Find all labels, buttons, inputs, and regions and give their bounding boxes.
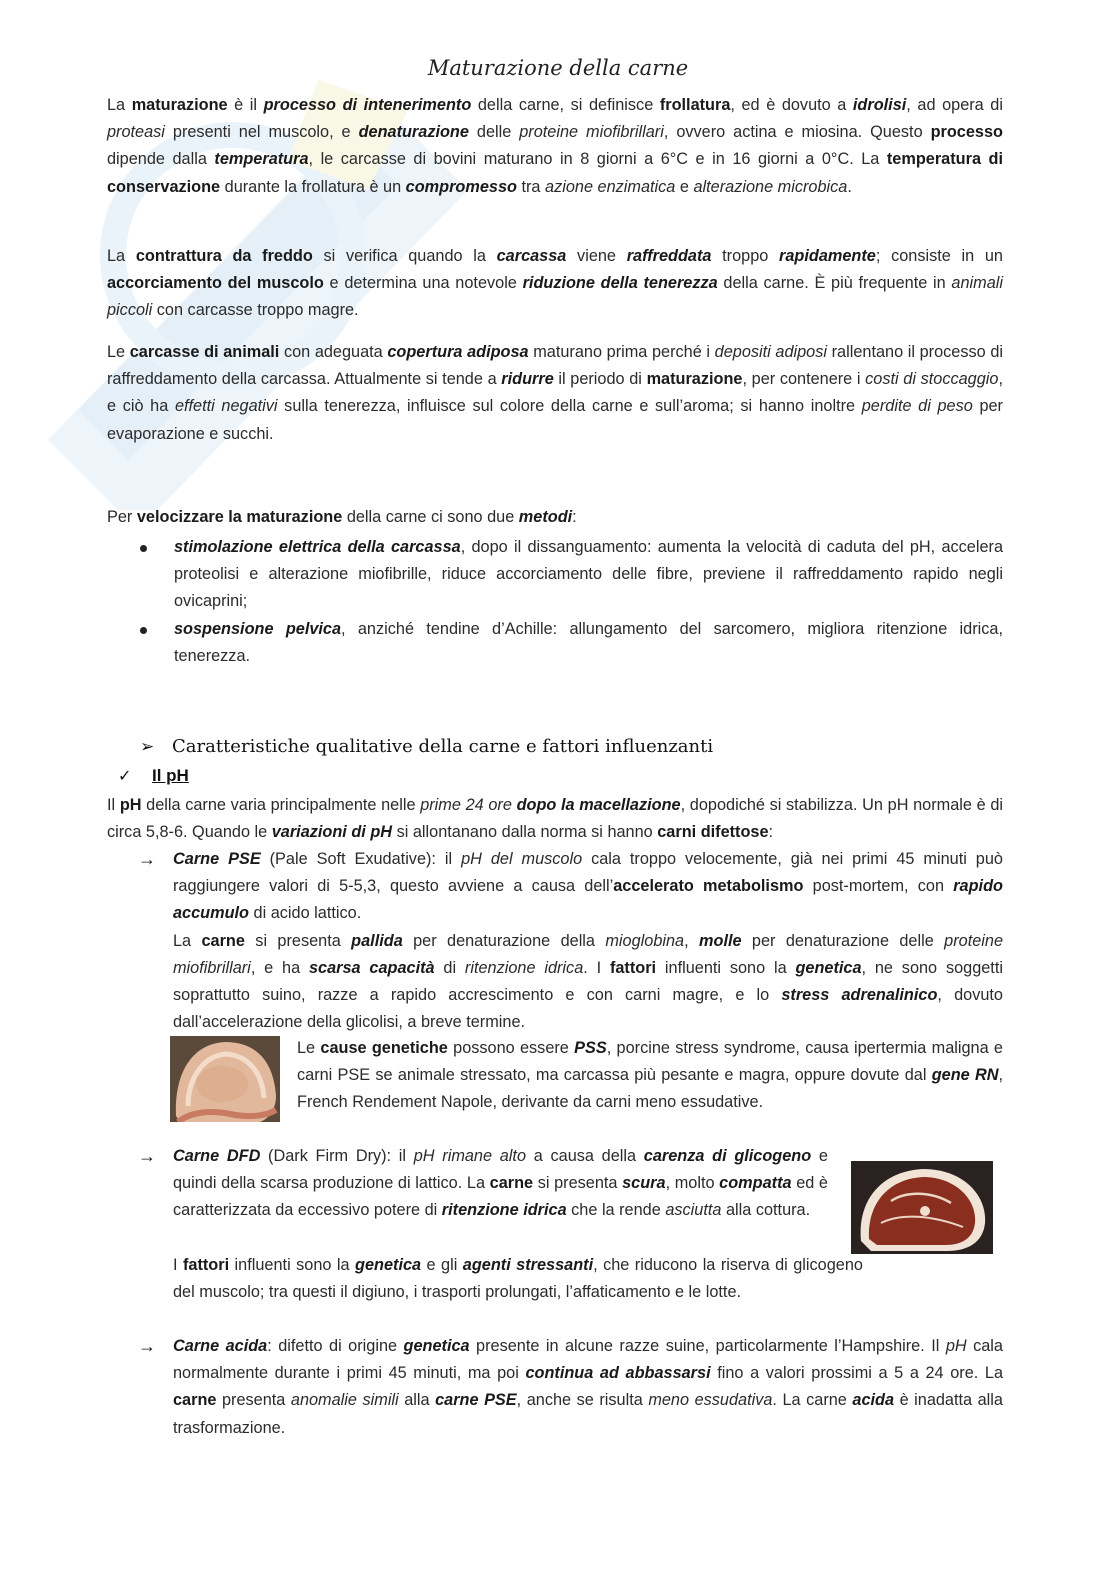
paragraph-cause-genetiche: Le cause genetiche possono essere PSS, porcine stress syndrome, causa ipertermia maligna e carni PSE se animale stressato, ma carcassa più pesante e magra, oppure dovute dal gene RN, French Rendement Napole, derivante da carni meno essudative. bbox=[297, 1039, 1004, 1112]
dfd-text: Carne DFD (Dark Firm Dry): il pH rimane alto a causa della carenza di glicogeno e quindi della scarsa produzione di lattico. La carne si presenta scura, molto compatta ed è caratterizzata da eccessivo potere di ritenzione idrica che la rende asciutta alla cottura. bbox=[173, 1147, 828, 1220]
subsection-heading: ✓ Il pH bbox=[118, 766, 189, 785]
entry-carne-pse bbox=[138, 846, 1003, 1036]
arrow-right-icon: → bbox=[138, 1336, 156, 1356]
entry-carne-dfd bbox=[138, 1143, 828, 1225]
arrow-bullet-icon: ➢ bbox=[140, 737, 155, 757]
paragraph-contrattura: La contrattura da freddo si verifica quando la carcassa viene raffreddata troppo rapidamente; consiste in un accorciamento del muscolo e determina una notevole riduzione della tenerezza della carne. È più frequente in animali piccoli con carcasse troppo magre. bbox=[107, 247, 1003, 320]
section-heading: ➢ Caratteristiche qualitative della carne e fattori influenzanti bbox=[140, 736, 714, 757]
paragraph-dfd-fattori: I fattori influenti sono la genetica e gli agenti stressanti, che riducono la riserva di glicogeno del muscolo; tra questi il digiuno, i trasporti prolungati, l’affaticamento e le lotte. bbox=[173, 1256, 863, 1302]
list-item: stimolazione elettrica della carcassa, dopo il dissanguamento: aumenta la velocità di caduta del pH, accelera proteolisi e alterazione miofibrille, riduce accorciamento delle fibre, previene il raffreddamento rapido negli ovicaprini; bbox=[107, 534, 1003, 616]
paragraph-velocizzare: Per velocizzare la maturazione della carne ci sono due metodi: bbox=[107, 508, 577, 526]
paragraph-ph-intro: Il pH della carne varia principalmente nelle prime 24 ore dopo la macellazione, dopodiché si stabilizza. Un pH normale è di circa 5,8-6. Quando le variazioni di pH si allontanano dalla norma si hanno carni difettose: bbox=[107, 796, 1003, 842]
dfd-meat-image bbox=[851, 1161, 993, 1254]
arrow-right-icon: → bbox=[138, 1146, 156, 1166]
arrow-right-icon: → bbox=[138, 849, 156, 869]
bullet-icon bbox=[140, 627, 147, 634]
bullet-icon bbox=[140, 545, 147, 552]
pse-text: Carne PSE (Pale Soft Exudative): il pH del muscolo cala troppo velocemente, già nei primi 45 minuti può raggiungere valori di 5-5,3, questo avviene a causa dell’accelerato metabolismo post-mortem, con rapido accumulo di acido lattico. La carne si presenta pallida per denaturazione della mioglobina, molle per denaturazione delle proteine miofibrillari, e ha scarsa capacità di ritenzione idrica. I fattori influenti sono la genetica, ne sono soggetti soprattutto suino, razze a rapido accrescimento e con carni magre, e lo stress adrenalinico, dovuto dall’accelerazione della glicolisi, a breve termine. bbox=[173, 850, 1003, 1032]
paragraph-maturazione: La maturazione è il processo di intenerimento della carne, si definisce frollatura, ed è dovuto a idrolisi, ad opera di proteasi presenti nel muscolo, e denaturazione delle proteine miofibrillari, ovvero actina e miosina. Questo processo dipende dalla temperatura, le carcasse di bovini maturano in 8 giorni a 6°C e in 16 giorni a 0°C. La temperatura di conservazione durante la frollatura è un compromesso tra azione enzimatica e alterazione microbica. bbox=[107, 96, 1003, 196]
checkmark-icon: ✓ bbox=[118, 768, 132, 785]
methods-list bbox=[107, 534, 1003, 670]
document-title: Maturazione della carne bbox=[427, 56, 689, 80]
entry-carne-acida bbox=[138, 1333, 1003, 1442]
paragraph-carcasse: Le carcasse di animali con adeguata copertura adiposa maturano prima perché i depositi adiposi rallentano il processo di raffreddamento della carcassa. Attualmente si tende a ridurre il periodo di maturazione, per contenere i costi di stoccaggio, e ciò ha effetti negativi sulla tenerezza, influisce sul colore della carne e sull’aroma; si hanno inoltre perdite di peso per evaporazione e succhi. bbox=[107, 343, 1003, 443]
list-item: sospensione pelvica, anziché tendine d’Achille: allungamento del sarcomero, migliora ritenzione idrica, tenerezza. bbox=[107, 616, 1003, 670]
pse-meat-image bbox=[170, 1036, 280, 1122]
acida-text: Carne acida: difetto di origine genetica presente in alcune razze suine, particolarmente l’Hampshire. Il pH cala normalmente durante i primi 45 minuti, ma poi continua ad abbassarsi fino a valori prossimi a 5 a 24 ore. La carne presenta anomalie simili alla carne PSE, anche se risulta meno essudativa. La carne acida è inadatta alla trasformazione. bbox=[173, 1337, 1004, 1437]
